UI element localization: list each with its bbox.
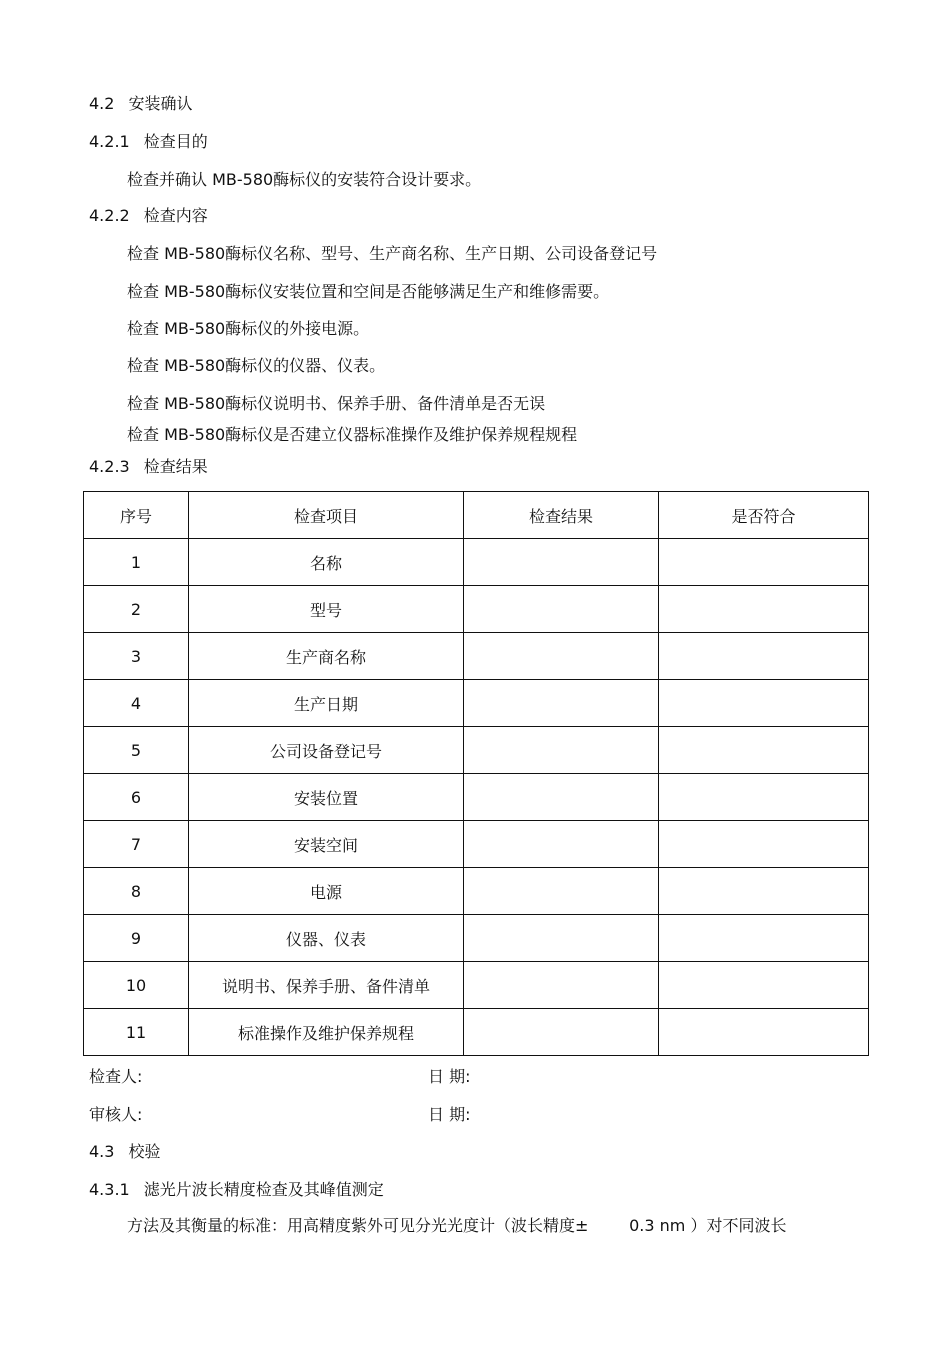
- cell-serial-no: 7: [84, 821, 189, 868]
- cell-conformity[interactable]: [659, 539, 869, 586]
- cell-check-item: 安装位置: [189, 774, 464, 821]
- header-conformity: 是否符合: [659, 492, 869, 539]
- cell-serial-no: 4: [84, 680, 189, 727]
- cell-check-item: 电源: [189, 868, 464, 915]
- cell-conformity[interactable]: [659, 680, 869, 727]
- cell-serial-no: 5: [84, 727, 189, 774]
- cell-conformity[interactable]: [659, 868, 869, 915]
- section-title: 检查目的: [143, 132, 208, 151]
- section-heading-4-3-1: [89, 1180, 384, 1200]
- cell-conformity[interactable]: [659, 774, 869, 821]
- cell-check-result[interactable]: [464, 821, 659, 868]
- cell-check-item: 说明书、保养手册、备件清单: [189, 962, 464, 1009]
- content-item: 检查 MB-580酶标仪安装位置和空间是否能够满足生产和维修需要。: [127, 282, 610, 301]
- content-item: 检查 MB-580酶标仪的仪器、仪表。: [127, 356, 386, 375]
- cell-check-result[interactable]: [464, 539, 659, 586]
- header-check-item: 检查项目: [189, 492, 464, 539]
- table-row: [84, 915, 869, 962]
- cell-conformity[interactable]: [659, 962, 869, 1009]
- purpose-paragraph: 检查并确认 MB-580酶标仪的安装符合设计要求。: [127, 170, 482, 189]
- cell-check-result[interactable]: [464, 774, 659, 821]
- cell-check-result[interactable]: [464, 915, 659, 962]
- cell-serial-no: 11: [84, 1009, 189, 1056]
- table-row: [84, 680, 869, 727]
- table-row: [84, 633, 869, 680]
- cell-check-result[interactable]: [464, 962, 659, 1009]
- table-row: [84, 774, 869, 821]
- content-item: 检查 MB-580酶标仪的外接电源。: [127, 319, 370, 338]
- cell-check-result[interactable]: [464, 586, 659, 633]
- header-serial-no: 序号: [84, 492, 189, 539]
- cell-conformity[interactable]: [659, 586, 869, 633]
- cell-check-result[interactable]: [464, 727, 659, 774]
- cell-serial-no: 6: [84, 774, 189, 821]
- cell-check-item: 公司设备登记号: [189, 727, 464, 774]
- inspector-label: 检查人:: [89, 1067, 143, 1086]
- section-title: 检查结果: [143, 457, 208, 476]
- cell-conformity[interactable]: [659, 821, 869, 868]
- section-number: 4.3.1: [89, 1180, 130, 1199]
- content-item: 检查 MB-580酶标仪是否建立仪器标准操作及维护保养规程规程: [127, 425, 578, 444]
- table-row: [84, 868, 869, 915]
- cell-check-result[interactable]: [464, 680, 659, 727]
- section-number: 4.2: [89, 94, 115, 113]
- section-title: 检查内容: [143, 206, 208, 225]
- cell-check-result[interactable]: [464, 633, 659, 680]
- table-header-row: [84, 492, 869, 539]
- cell-check-item: 标准操作及维护保养规程: [189, 1009, 464, 1056]
- cell-serial-no: 1: [84, 539, 189, 586]
- section-heading-4-2: [89, 94, 192, 114]
- section-number: 4.2.2: [89, 206, 130, 225]
- cell-conformity[interactable]: [659, 915, 869, 962]
- content-item: 检查 MB-580酶标仪名称、型号、生产商名称、生产日期、公司设备登记号: [127, 244, 658, 263]
- cell-check-result[interactable]: [464, 1009, 659, 1056]
- cell-check-result[interactable]: [464, 868, 659, 915]
- cell-serial-no: 9: [84, 915, 189, 962]
- section-heading-4-2-1: [89, 132, 208, 152]
- cell-conformity[interactable]: [659, 727, 869, 774]
- cell-check-item: 名称: [189, 539, 464, 586]
- table-row: [84, 586, 869, 633]
- header-check-result: 检查结果: [464, 492, 659, 539]
- cell-serial-no: 3: [84, 633, 189, 680]
- section-number: 4.2.1: [89, 132, 130, 151]
- table-row: [84, 727, 869, 774]
- content-item: 检查 MB-580酶标仪说明书、保养手册、备件清单是否无误: [127, 394, 546, 413]
- cell-serial-no: 8: [84, 868, 189, 915]
- inspection-result-table: [83, 491, 869, 1056]
- reviewer-date-label: 日 期:: [428, 1105, 471, 1124]
- cell-serial-no: 10: [84, 962, 189, 1009]
- table-row: [84, 539, 869, 586]
- method-paragraph: 方法及其衡量的标准：用高精度紫外可见分光光度计（波长精度± 0.3 nm ）对不同波长: [127, 1216, 787, 1235]
- section-title: 滤光片波长精度检查及其峰值测定: [143, 1180, 384, 1199]
- section-title: 安装确认: [128, 94, 193, 113]
- cell-check-item: 安装空间: [189, 821, 464, 868]
- section-heading-4-2-3: [89, 457, 208, 477]
- section-number: 4.2.3: [89, 457, 130, 476]
- cell-conformity[interactable]: [659, 633, 869, 680]
- section-heading-4-3: [89, 1142, 160, 1162]
- section-heading-4-2-2: [89, 206, 208, 226]
- table-row: [84, 1009, 869, 1056]
- inspector-date-label: 日 期:: [428, 1067, 471, 1086]
- cell-check-item: 型号: [189, 586, 464, 633]
- cell-conformity[interactable]: [659, 1009, 869, 1056]
- section-title: 校验: [128, 1142, 161, 1161]
- cell-check-item: 仪器、仪表: [189, 915, 464, 962]
- cell-check-item: 生产商名称: [189, 633, 464, 680]
- cell-serial-no: 2: [84, 586, 189, 633]
- section-number: 4.3: [89, 1142, 115, 1161]
- table-row: [84, 962, 869, 1009]
- table-row: [84, 821, 869, 868]
- cell-check-item: 生产日期: [189, 680, 464, 727]
- reviewer-label: 审核人:: [89, 1105, 143, 1124]
